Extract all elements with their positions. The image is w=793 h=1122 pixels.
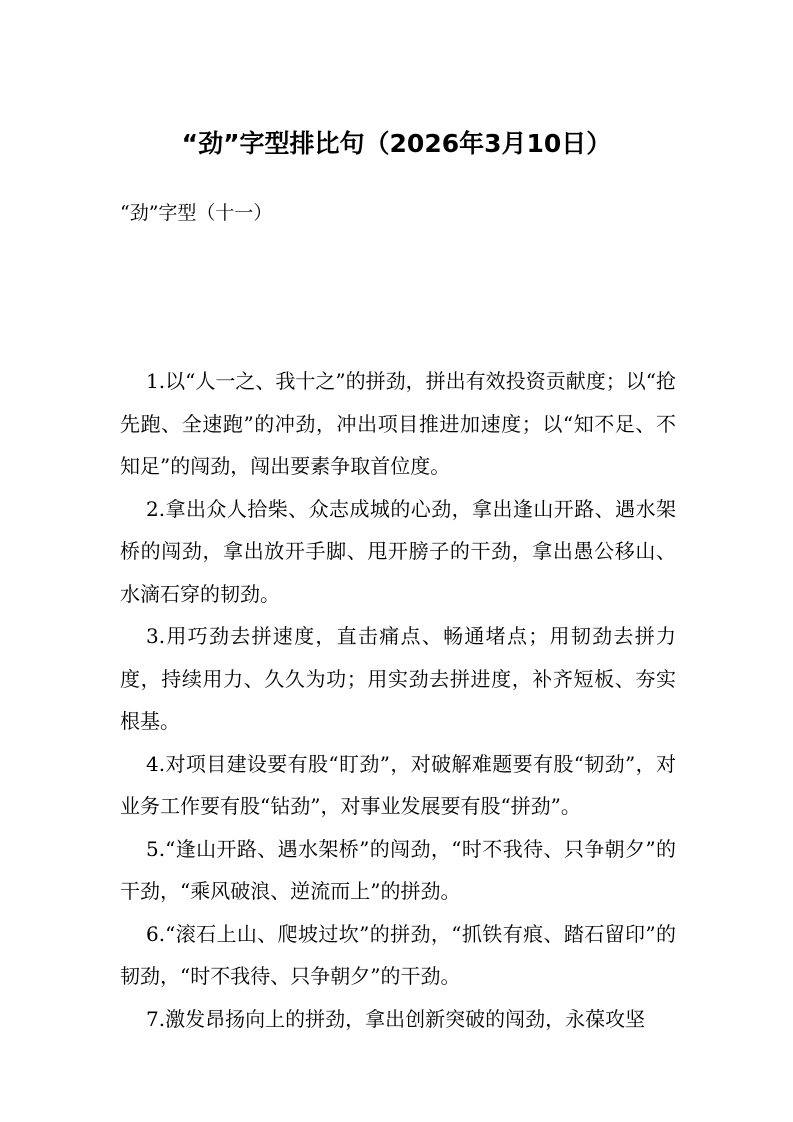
document-body	[120, 360, 676, 1040]
paragraph-2: 2.拿出众人拾柴、众志成城的心劲，拿出逢山开路、遇水架桥的闯劲，拿出放开手脚、甩开膀子的干劲，拿出愚公移山、水滴石穿的韧劲。	[120, 496, 676, 606]
paragraph-7: 7.激发昂扬向上的拼劲，拿出创新突破的闯劲，永葆攻坚	[146, 1006, 646, 1031]
paragraph-6: 6.“滚石上山、爬坡过坎”的拼劲，“抓铁有痕、踏石留印”的韧劲，“时不我待、只争朝夕”的干劲。	[120, 921, 676, 988]
document-title: “劲”字型排比句（2026年3月10日）	[181, 129, 612, 158]
paragraph-3: 3.用巧劲去拼速度，直击痛点、畅通堵点；用韧劲去拼力度，持续用力、久久为功；用实劲去拼进度，补齐短板、夯实根基。	[120, 624, 676, 733]
paragraph-4: 4.对项目建设要有股“盯劲”，对破解难题要有股“韧劲”，对业务工作要有股“钻劲”，对事业发展要有股“拼劲”。	[120, 751, 676, 818]
document-subtitle: “劲”字型（十一）	[120, 202, 273, 224]
paragraph-1: 1.以“人一之、我十之”的拼劲，拼出有效投资贡献度；以“抢先跑、全速跑”的冲劲，冲出项目推进加速度；以“知不足、不知足”的闯劲，闯出要素争取首位度。	[120, 369, 676, 478]
paragraph-5: 5.“逢山开路、遇水架桥”的闯劲，“时不我待、只争朝夕”的干劲，“乘风破浪、逆流而上”的拼劲。	[120, 836, 676, 903]
